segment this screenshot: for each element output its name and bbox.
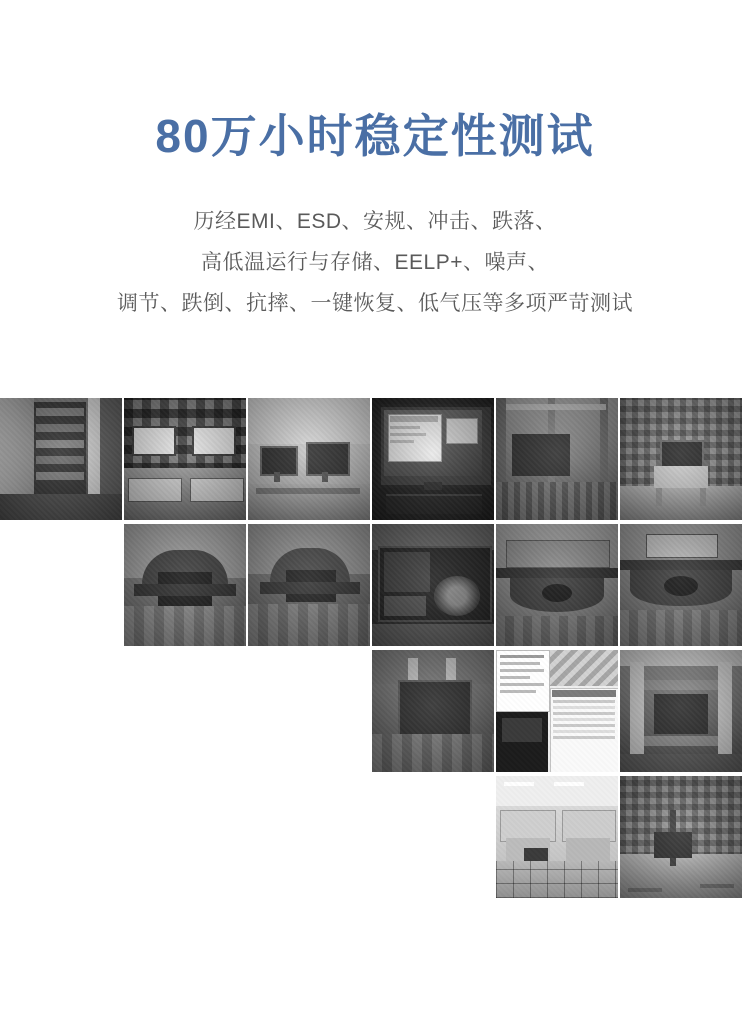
gallery-row — [0, 524, 750, 648]
photo-desktop-computer-screen — [372, 398, 494, 520]
spacer-cell — [248, 776, 370, 898]
test-photo-gallery — [0, 398, 750, 902]
photo-noise-anechoic-room — [620, 398, 742, 520]
subtitle-line-3: 调节、跌倒、抗摔、一键恢复、低气压等多项严苛测试 — [117, 291, 633, 315]
marketing-page — [0, 31, 750, 1015]
photo-test-lab-monitors — [248, 398, 370, 520]
photo-burn-in-lab-room — [496, 776, 618, 898]
subtitle-line-2: 高低温运行与存储、EELP+、噪声、 — [201, 250, 549, 274]
gallery-row — [0, 650, 750, 774]
photo-vibration-table-b — [248, 524, 370, 646]
photo-open-chassis-test — [372, 524, 494, 646]
spacer-cell — [372, 776, 494, 898]
page-title: 80万小时稳定性测试 — [155, 109, 595, 162]
photo-vibration-table-a — [124, 524, 246, 646]
photo-antenna-anechoic-chamber — [620, 776, 742, 898]
subtitle-line-1: 历经EMI、ESD、安规、冲击、跌落、 — [193, 210, 557, 233]
photo-transformer-vibration — [372, 650, 494, 772]
spacer-cell — [0, 776, 122, 898]
photo-shaker-platform-b — [620, 524, 742, 646]
photo-cold-storage-chamber — [0, 398, 122, 520]
spacer-cell — [0, 524, 122, 646]
photo-shaker-platform-a — [496, 524, 618, 646]
photo-test-software-report — [496, 650, 618, 772]
spacer-cell — [0, 650, 122, 772]
page-subtitle — [0, 202, 750, 325]
spacer-cell — [124, 650, 246, 772]
spacer-cell — [124, 776, 246, 898]
photo-drop-test-rig — [496, 398, 618, 520]
photo-emi-anechoic-chamber — [124, 398, 246, 520]
photo-compression-test-machine — [620, 650, 742, 772]
gallery-row — [0, 776, 750, 900]
gallery-row — [0, 398, 750, 522]
spacer-cell — [248, 650, 370, 772]
